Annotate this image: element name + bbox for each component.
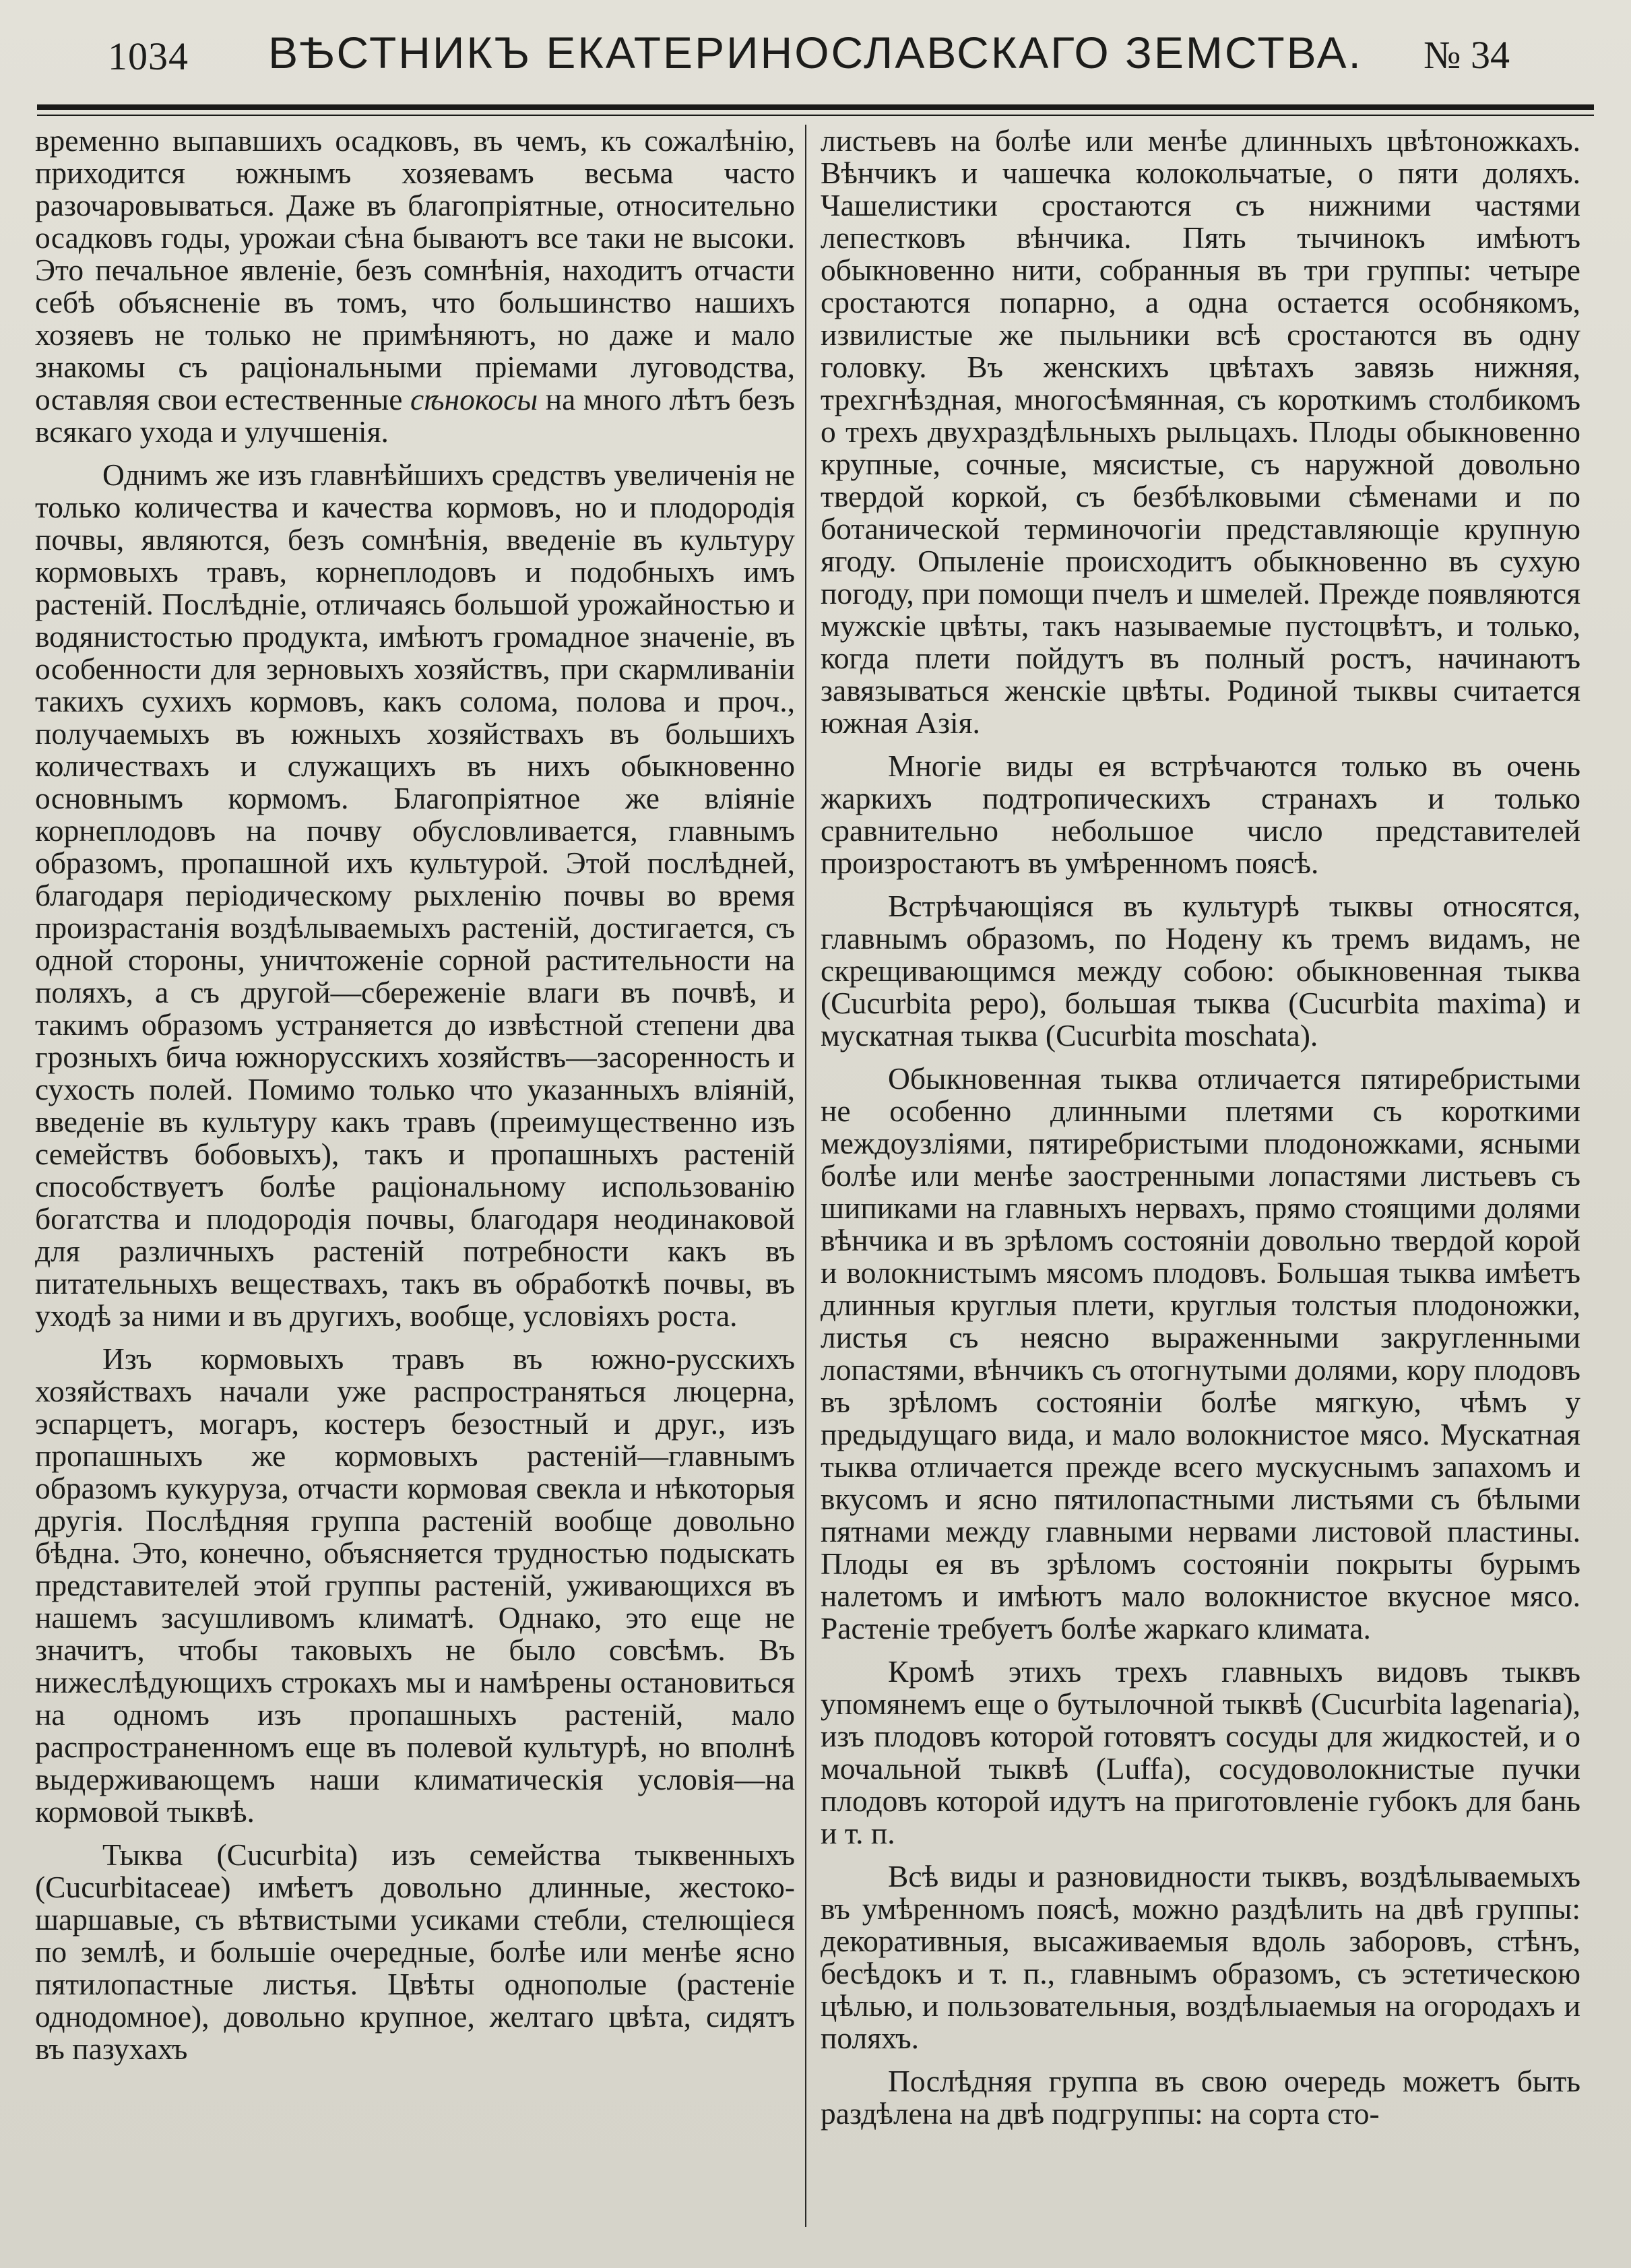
page-header <box>40 15 1591 89</box>
paragraph: Тыква (Cucurbita) изъ семейства тыквенныхъ (Cucurbitaceae) имѣетъ довольно длинные, жестоко-шаршавые, съ вѣтвистыми усиками стебли, стелющіеся по землѣ, и большіе очередные, болѣе или менѣе ясно пятилопастные листья. Цвѣты однополые (растеніе однодомное), довольно крупное, желтаго цвѣта, сидятъ въ пазухахъ <box>35 1837 795 2066</box>
paragraph: Многіе виды ея встрѣчаются только въ очень жаркихъ подтропическихъ странахъ и только сравнительно небольшое число представителей произростаютъ въ умѣренномъ поясѣ. <box>821 749 1580 880</box>
paragraph: Встрѣчающіяся въ культурѣ тыквы относятся, главнымъ образомъ, по Нодену къ тремъ видамъ, не скрещивающимся между собою: обыкновенная тыква (Cucurbita pepo), большая тыква (Cucurbita maxima) и мускатная тыква (Cucurbita moschata). <box>821 889 1580 1052</box>
header-rule <box>37 104 1594 110</box>
paragraph: Послѣдняя группа въ свою очередь можетъ быть раздѣлена на двѣ подгруппы: на сорта сто- <box>821 2064 1580 2131</box>
paragraph: Изъ кормовыхъ травъ въ южно-русскихъ хозяйствахъ начали уже распространяться люцерна, эспарцетъ, могаръ, костеръ безостный и друг., изъ пропашныхъ же кормовыхъ растеній—главнымъ образомъ кукуруза, отчасти кормовая свекла и нѣкоторыя другія. Послѣдняя группа растеній вообще довольно бѣдна. Это, конечно, объясняется трудностью подыскать представителей этой группы растеній, уживающихся въ нашемъ засушливомъ климатѣ. Однако, это еще не значитъ, чтобы таковыхъ не было совсѣмъ. Въ нижеслѣдующихъ строкахъ мы и намѣрены остановиться на одномъ изъ пропашныхъ растеній, мало распространенномъ еще въ полевой культурѣ, но вполнѣ выдерживающемъ наши климатическія условія—на кормовой тыквѣ. <box>35 1342 795 1829</box>
header-rule-thin <box>37 115 1594 116</box>
paragraph: Однимъ же изъ главнѣйшихъ средствъ увеличенія не только количества и качества кормовъ, но и плодородія почвы, являются, безъ сомнѣнія, введеніе въ культуру кормовыхъ травъ, корнеплодовъ и подобныхъ имъ растеній. Послѣдніе, отличаясь большой урожайностью и водянистостью продукта, имѣютъ громадное значеніе, въ особенности для зерновыхъ хозяйствъ, при скармливаніи такихъ сухихъ кормовъ, какъ солома, полова и проч., получаемыхъ въ южныхъ хозяйствахъ въ большихъ количествахъ и служащихъ въ нихъ обыкновенно основнымъ кормомъ. Благопріятное же вліяніе корнеплодовъ на почву обусловливается, главнымъ образомъ, пропашной ихъ культурой. Этой послѣдней, благодаря періодическому рыхленію почвы во время произрастанія воздѣлываемыхъ растеній, достигается, съ одной стороны, уничтоженіе сорной растительности на поляхъ, а съ другой—сбереженіе влаги въ почвѣ, и такимъ образомъ устраняется до извѣстной степени два грозныхъ бича южнорусскихъ хозяйствъ—засоренность и сухость полей. Помимо только что указанныхъ вліяній, введеніе въ культуру какъ травъ (преимущественно изъ семействъ бобовыхъ), такъ и пропашныхъ растеній способствуетъ болѣе раціональному использованію богатства и плодородія почвы, благодаря неодинаковой для различныхъ растеній потребности какъ въ питательныхъ веществахъ, такъ въ обработкѣ почвы, въ уходѣ за ними и въ другихъ, вообще, условіяхъ роста. <box>35 458 795 1333</box>
emphasis: сѣнокосы <box>410 382 538 416</box>
issue-number: № 34 <box>1424 33 1510 77</box>
page-number: 1034 <box>108 34 189 78</box>
paragraph: листьевъ на болѣе или менѣе длинныхъ цвѣтоножкахъ. Вѣнчикъ и чашечка колокольчатые, о пяти доляхъ. Чашелистики сростаются съ нижними частями лепестковъ вѣнчика. Пять тычинокъ имѣютъ обыкновенно нити, собранныя въ три группы: четыре сростаются попарно, а одна остается особнякомъ, извилистые же пыльники всѣ сростаются въ одну головку. Въ женскихъ цвѣтахъ завязь нижняя, трехгнѣздная, многосѣмянная, съ короткимъ столбикомъ о трехъ двухраздѣльныхъ рыльцахъ. Плоды обыкновенно крупные, сочные, мясистые, съ наружной довольно твердой коркой, съ безбѣлковыми сѣменами и по ботанической терминочогіи представляющіе крупную ягоду. Опыленіе происходитъ обыкновенно въ сухую погоду, при помощи пчелъ и шмелей. Прежде появляются мужскіе цвѣты, такъ называемые пустоцвѣтъ, и только, когда плети пойдутъ въ полный ростъ, начинаютъ завязываться женскіе цвѣты. Родиной тыквы считается южная Азія. <box>821 123 1580 740</box>
journal-title: ВѢСТНИКЪ ЕКАТЕРИНОСЛАВСКАГО ЗЕМСТВА. <box>268 28 1363 77</box>
right-column <box>821 125 1580 2130</box>
paragraph: временно выпавшихъ осадковъ, въ чемъ, къ сожалѣнію, приходится южнымъ хозяевамъ весьма часто разочаровываться. Даже въ благопріятные, относительно осадковъ годы, урожаи сѣна бываютъ все таки не высоки. Это печальное явленіе, безъ сомнѣнія, находитъ отчасти себѣ объясненіе въ томъ, что большинство нашихъ хозяевъ не только не примѣняютъ, но даже и мало знакомы съ раціональными пріемами луговодства, оставляя свои естественные сѣнокосы на много лѣтъ безъ всякаго ухода и улучшенія. <box>35 123 795 449</box>
paragraph: Всѣ виды и разновидности тыквъ, воздѣлываемыхъ въ умѣренномъ поясѣ, можно раздѣлить на двѣ группы: декоративныя, высаживаемыя вдоль заборовъ, стѣнъ, бесѣдокъ и т. п., главнымъ образомъ, съ эстетическою цѣлью, и пользовательныя, воздѣлыаемыя на огородахъ и поляхъ. <box>821 1859 1580 2055</box>
paragraph: Обыкновенная тыква отличается пятиребристыми не особенно длинными плетями съ короткими междоузліями, пятиребристыми плодоножками, ясными болѣе или менѣе заостренными лопастями листьевъ съ шипиками на главныхъ нервахъ, прямо стоящими долями вѣнчика и въ зрѣломъ состояніи довольно твердой корой и волокнистымъ мясомъ плодовъ. Большая тыква имѣетъ длинныя круглыя плети, круглыя толстыя плодоножки, листья съ неясно выраженными закругленными лопастями, вѣнчикъ съ отогнутыми долями, кору плодовъ въ зрѣломъ состояніи болѣе мягкую, чѣмъ у предыдущаго вида, и мало волокнистое мясо. Мускатная тыква отличается прежде всего мускуснымъ запахомъ и вкусомъ и ясно пятилопастными листьями съ бѣлыми пятнами между главными нервами листовой пластины. Плоды ея въ зрѣломъ состояніи покрыты бурымъ налетомъ и имѣютъ мало волокнистое вкусное мясо. Растеніе требуетъ болѣе жаркаго климата. <box>821 1061 1580 1645</box>
left-column <box>35 125 795 2065</box>
column-divider <box>805 125 806 2227</box>
paragraph: Кромѣ этихъ трехъ главныхъ видовъ тыквъ упомянемъ еще о бутылочной тыквѣ (Cucurbita lagenaria), изъ плодовъ которой готовятъ сосуды для жидкостей, и о мочальной тыквѣ (Luffa), сосудоволокнистые пучки плодовъ которой идутъ на приготовленіе губокъ для бань и т. п. <box>821 1654 1580 1850</box>
